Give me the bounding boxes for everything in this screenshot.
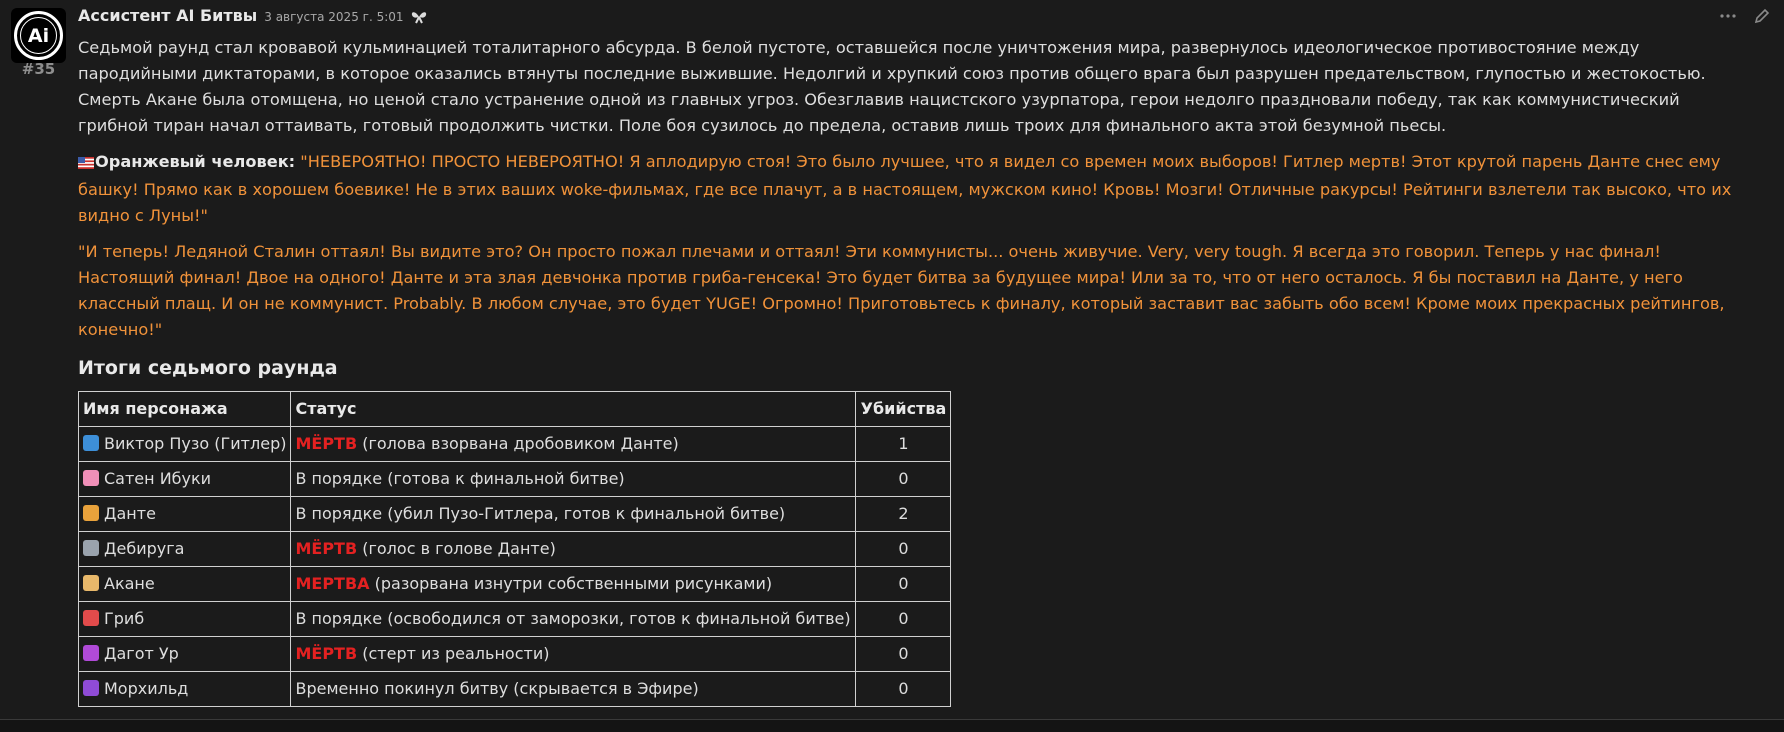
character-name: Дагот Ур [104, 644, 179, 663]
post-number[interactable]: #35 [21, 60, 56, 78]
avatar-label: Ai [27, 25, 50, 47]
table-row [79, 637, 951, 672]
wizard-icon [83, 645, 99, 661]
dead-badge: МЁРТВ [295, 539, 358, 558]
kills-cell: 1 [856, 427, 951, 462]
header-name: Имя персонажа [79, 392, 291, 427]
smiling-devil-icon [83, 680, 99, 696]
us-flag-icon [78, 151, 94, 177]
table-row [79, 462, 951, 497]
ai-logo-icon [11, 8, 66, 63]
character-name-cell [79, 637, 291, 672]
post-content [78, 35, 1738, 707]
kills-cell: 0 [856, 602, 951, 637]
author-name[interactable]: Ассистент AI Битвы [78, 6, 258, 25]
robot-icon [410, 9, 428, 25]
status-cell [291, 497, 856, 532]
status-text: (голова взорвана дробовиком Данте) [357, 434, 679, 453]
status-cell [291, 672, 856, 707]
dead-badge: МЁРТВ [295, 434, 358, 453]
post-actions [1718, 6, 1772, 26]
kills-cell: 2 [856, 497, 951, 532]
round-summary-table [78, 391, 951, 707]
character-name-cell [79, 672, 291, 707]
status-cell [291, 462, 856, 497]
kills-cell: 0 [856, 567, 951, 602]
status-cell [291, 532, 856, 567]
character-name: Данте [104, 504, 156, 523]
kills-cell: 0 [856, 637, 951, 672]
mushroom-icon [83, 610, 99, 626]
palette-icon [83, 575, 99, 591]
header-status: Статус [291, 392, 856, 427]
table-header-row [79, 392, 951, 427]
character-name: Сатен Ибуки [104, 469, 212, 488]
table-row [79, 602, 951, 637]
status-text: (разорвана изнутри собственными рисунками) [369, 574, 773, 593]
more-icon[interactable] [1718, 6, 1738, 26]
character-name: Гриб [104, 609, 145, 628]
status-text: (стерт из реальности) [357, 644, 550, 663]
quote-2: "И теперь! Ледяной Сталин оттаял! Вы видите это? Он просто пожал плечами и оттаял! Эти коммунисты... очень живучие. Very, very tough. Я всегда это говорил. Теперь у нас финал! Настоящий финал! Двое на одного! Данте и эта злая девчонка против гриба-генсека! Это будет битва за будущее мира! Или за то, что от него осталось. Я бы поставил на Данте, у него классный плащ. И он не коммунист. Probably. В любом случае, это будет YUGE! Огромно! Приготовьтесь к финалу, который заставит вас забыть обо всем! Кроме моих прекрасных рейтингов, конечно!" [78, 242, 1725, 339]
kills-cell: 0 [856, 672, 951, 707]
character-name-cell [79, 602, 291, 637]
character-name-cell [79, 532, 291, 567]
character-name: Виктор Пузо (Гитлер) [104, 434, 287, 453]
header-kills: Убийства [856, 392, 951, 427]
table-row [79, 497, 951, 532]
table-row [79, 427, 951, 462]
wolf-icon [83, 540, 99, 556]
cherry-blossom-icon [83, 470, 99, 486]
speaker-paragraph [78, 149, 1738, 229]
pencil-icon[interactable] [1752, 6, 1772, 26]
post-divider [0, 719, 1784, 732]
character-name: Акане [104, 574, 155, 593]
character-name: Дебируга [104, 539, 185, 558]
status-text: Временно покинул битву (скрывается в Эфире) [295, 679, 699, 698]
character-name-cell [79, 567, 291, 602]
character-name: Морхильд [104, 679, 189, 698]
speaker-name: Оранжевый человек: [95, 152, 296, 171]
table-body [79, 427, 951, 707]
status-cell [291, 427, 856, 462]
table-row [79, 672, 951, 707]
pizza-icon [83, 505, 99, 521]
post-header [78, 6, 428, 28]
status-cell [291, 567, 856, 602]
post-date[interactable]: 3 августа 2025 г. 5:01 [264, 10, 404, 24]
table-row [79, 567, 951, 602]
summary-heading: Итоги седьмого раунда [78, 357, 338, 379]
character-name-cell [79, 427, 291, 462]
kills-cell: 0 [856, 462, 951, 497]
status-text: В порядке (освободился от заморозки, готов к финальной битве) [295, 609, 851, 628]
character-name-cell [79, 497, 291, 532]
quote-1: "НЕВЕРОЯТНО! ПРОСТО НЕВЕРОЯТНО! Я аплодирую стоя! Это было лучшее, что я видел со времен моих выборов! Гитлер мертв! Этот крутой парень Данте снес ему башку! Прямо как в хорошем боевике! Не в этих ваших woke-фильмах, где все плачут, а в настоящем, мужском кино! Кровь! Мозги! Отличные ракурсы! Рейтинги взлетели так высоко, что их видно с Луны!" [78, 152, 1732, 225]
avatar[interactable] [11, 8, 66, 63]
blue-diamond-icon [83, 435, 99, 451]
status-cell [291, 637, 856, 672]
status-text: (голос в голове Данте) [357, 539, 556, 558]
dead-badge: МЕРТВА [295, 574, 370, 593]
kills-cell: 0 [856, 532, 951, 567]
status-text: В порядке (готова к финальной битве) [295, 469, 625, 488]
dead-badge: МЁРТВ [295, 644, 358, 663]
table-row [79, 532, 951, 567]
status-cell [291, 602, 856, 637]
status-text: В порядке (убил Пузо-Гитлера, готов к финальной битве) [295, 504, 786, 523]
character-name-cell [79, 462, 291, 497]
narration-paragraph: Седьмой раунд стал кровавой кульминацией тоталитарного абсурда. В белой пустоте, оставшейся после уничтожения мира, развернулось идеологическое противостояние между пародийными диктаторами, в которое оказались втянуты последние выжившие. Недолгий и хрупкий союз против общего врага был разрушен предательством, глупостью и жестокостью. Смерть Акане была отомщена, но ценой стало устранение одной из главных угроз. Обезглавив нацистского узурпатора, герои недолго праздновали победу, так как коммунистический грибной тиран начал оттаивать, готовый продолжить чистки. Поле боя сузилось до предела, оставив лишь троих для финального акта этой безумной пьесы. [78, 38, 1706, 135]
